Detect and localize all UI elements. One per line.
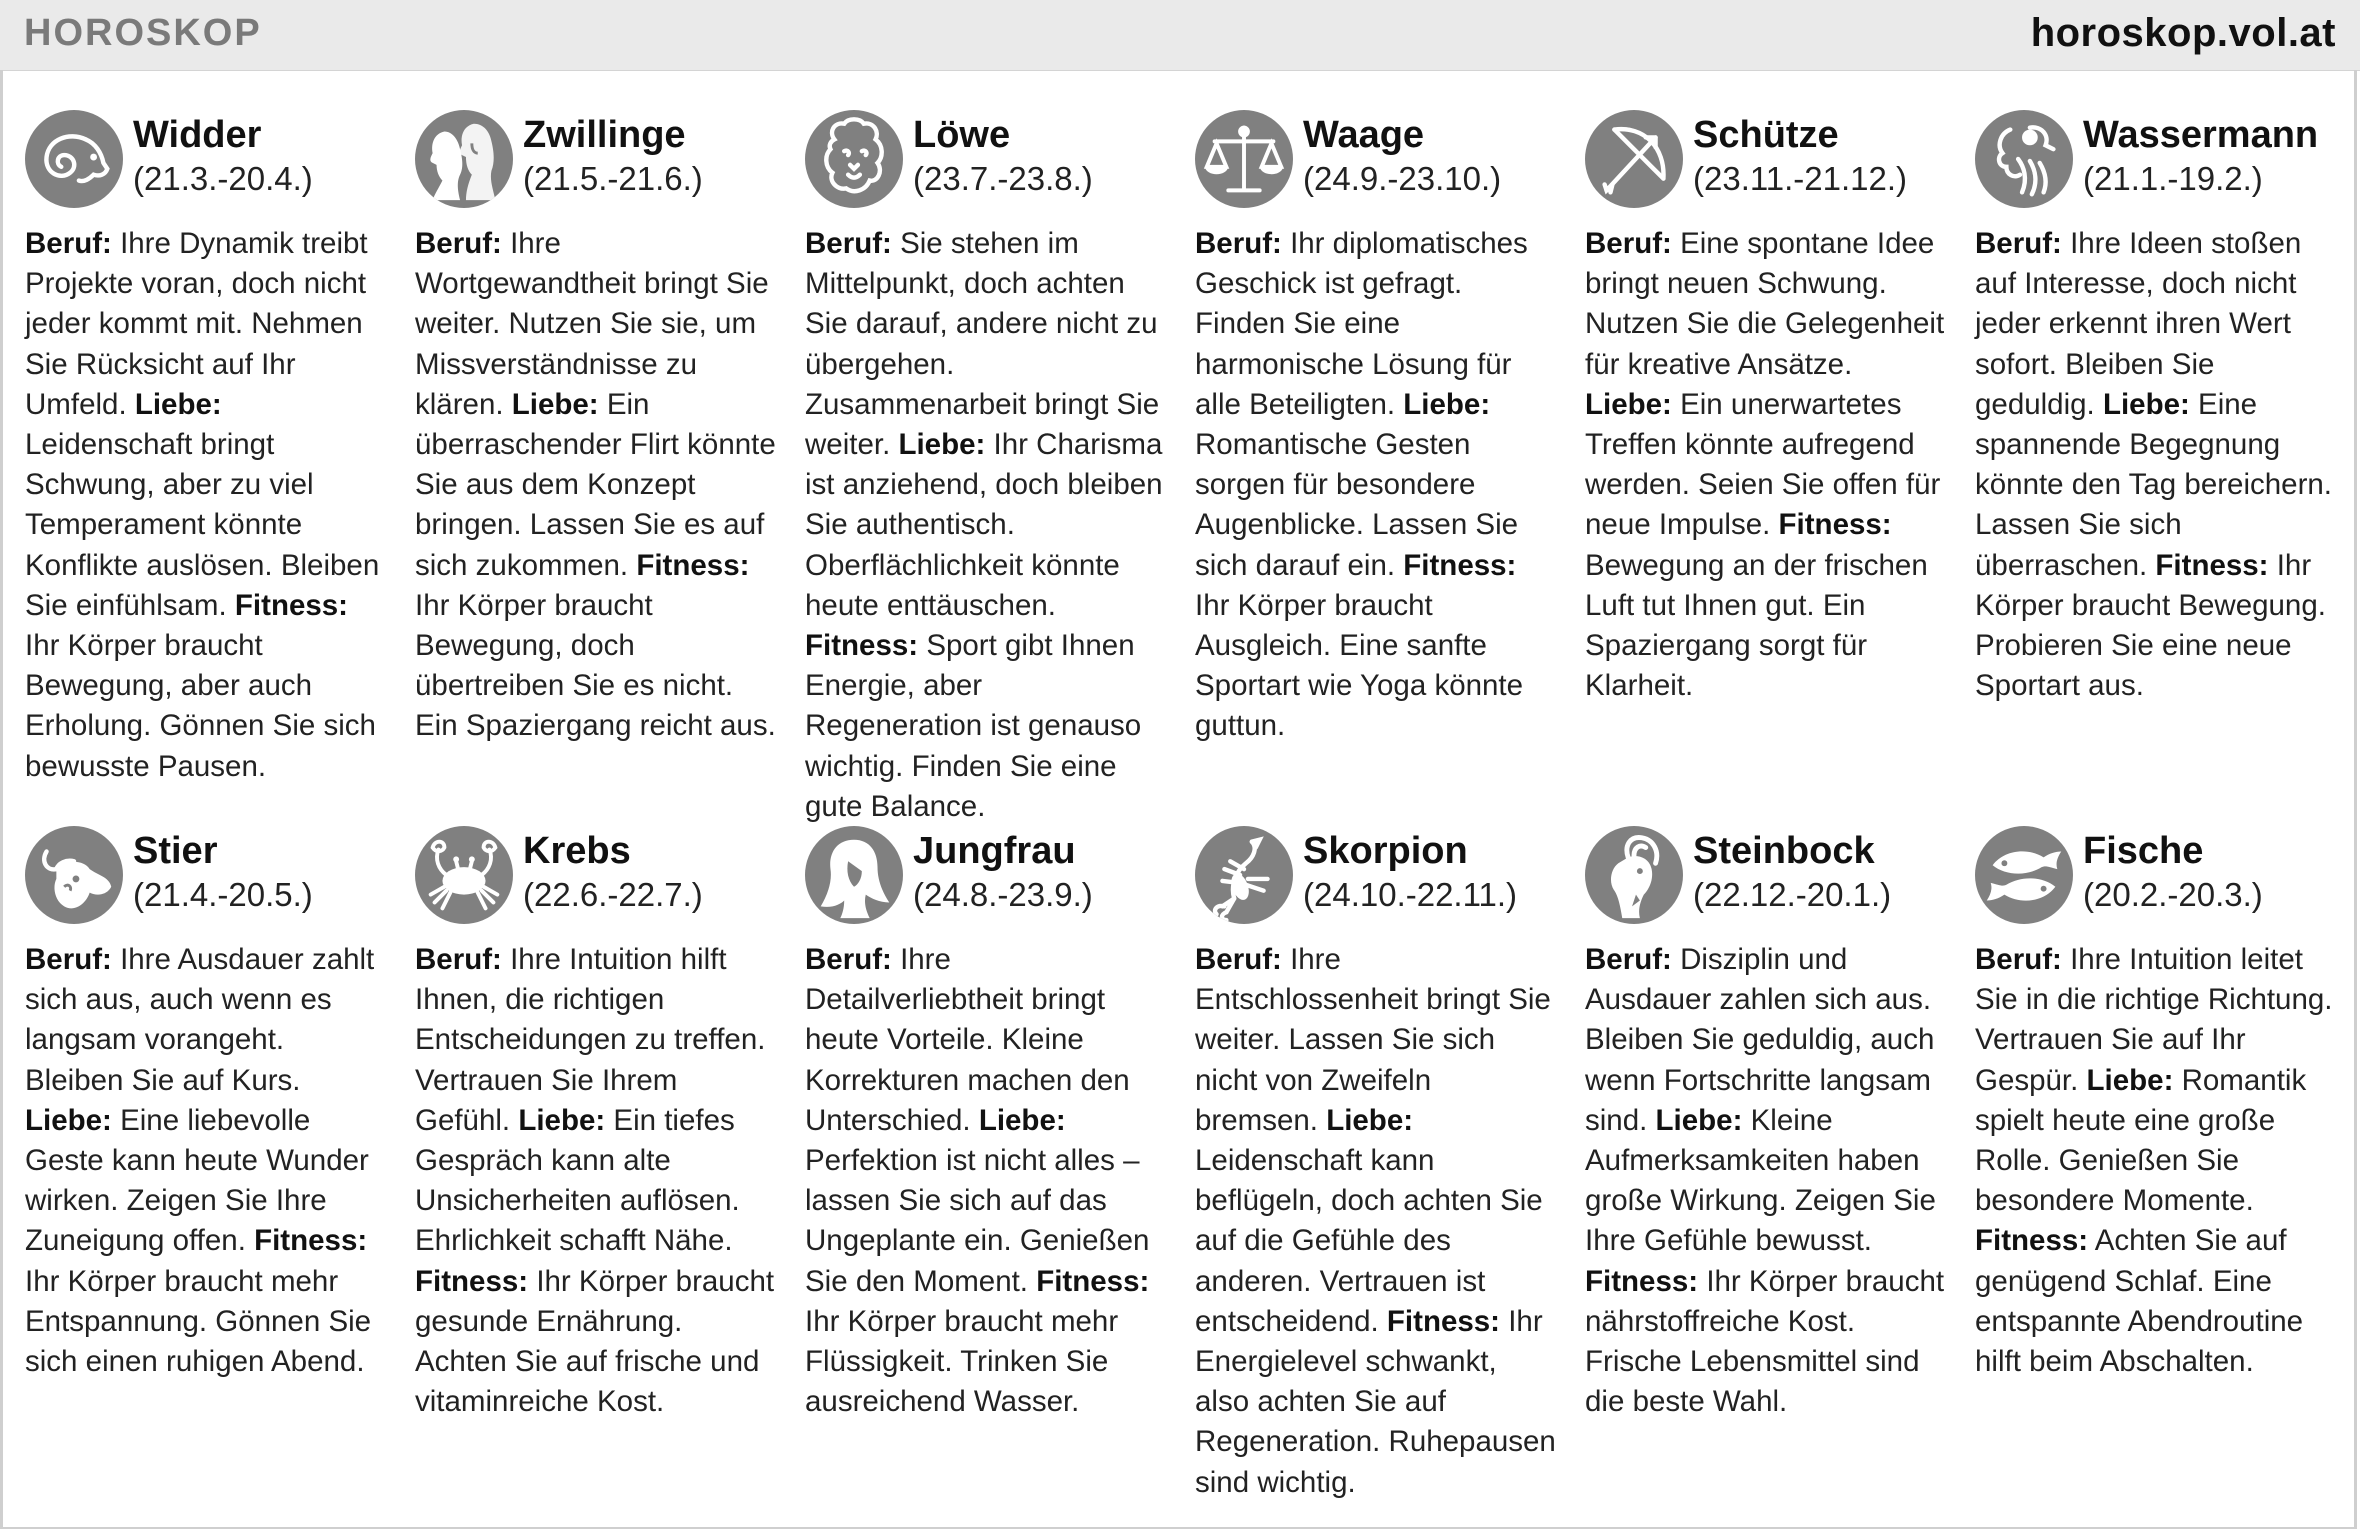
- sign-name: Steinbock: [1693, 830, 1875, 872]
- sign-name: Waage: [1303, 114, 1425, 156]
- sign-name: Skorpion: [1303, 830, 1468, 872]
- sign-dates: (23.11.-21.12.): [1693, 160, 1908, 197]
- page-title: HOROSKOP: [24, 12, 262, 54]
- sign-jungfrau: [805, 826, 1167, 1422]
- liebe-text: Romantische Gesten sorgen für besondere Augenblicke. Lassen Sie sich darauf ein.: [1195, 428, 1519, 582]
- fitness-text: Ihr Körper braucht Ausgleich. Eine sanfte Sportart wie Yoga könnte guttun.: [1195, 588, 1524, 743]
- sign-name: Jungfrau: [913, 830, 1076, 872]
- sign-forecast: [1975, 224, 2337, 706]
- sign-header: [1195, 110, 1557, 216]
- fitness-text: Ihr Körper braucht gesunde Ernährung. Achten Sie auf frische und vitaminreiche Kost.: [415, 1264, 775, 1419]
- fitness-text: Achten Sie auf genügend Schlaf. Eine entspannte Abendroutine hilft beim Abschalten.: [1975, 1224, 2304, 1379]
- sign-header: [1585, 826, 1947, 932]
- sign-name: Widder: [133, 114, 262, 156]
- sign-skorpion: [1195, 826, 1557, 1503]
- sign-name: Löwe: [913, 114, 1011, 156]
- liebe-label: Liebe:: [1585, 387, 1672, 421]
- sign-forecast: [415, 940, 777, 1422]
- beruf-text: Ihre Ideen stoßen auf Interesse, doch nicht jeder erkennt ihren Wert sofort. Bleiben Sie geduldig.: [1975, 227, 2302, 421]
- liebe-label: Liebe:: [1655, 1103, 1743, 1137]
- beruf-text: Ihre Intuition hilft Ihnen, die richtigen Entscheidungen zu treffen. Vertrauen Sie Ihrem Gefühl.: [415, 943, 766, 1137]
- sign-forecast: [1585, 940, 1947, 1422]
- sign-dates: (21.1.-19.2.): [2083, 160, 2263, 197]
- sign-header: [1195, 826, 1557, 932]
- sign-name: Stier: [133, 830, 218, 872]
- beruf-text: Ihr diplomatisches Geschick ist gefragt. Finden Sie eine harmonische Lösung für alle Beteiligten.: [1195, 227, 1528, 421]
- beruf-label: Beruf:: [415, 943, 502, 976]
- sign-name: Krebs: [523, 830, 631, 872]
- fish-icon: [1975, 826, 2073, 924]
- liebe-label: Liebe:: [2102, 387, 2190, 421]
- sign-name: Fische: [2083, 830, 2204, 872]
- beruf-label: Beruf:: [1585, 943, 1672, 976]
- sign-header: [1585, 110, 1947, 216]
- sign-header: [1975, 826, 2337, 932]
- fitness-label: Fitness:: [805, 629, 919, 663]
- crab-icon: [415, 826, 513, 924]
- fitness-text: Ihr Körper braucht Bewegung, doch übertreiben Sie es nicht. Ein Spaziergang reicht aus.: [415, 588, 776, 743]
- liebe-label: Liebe:: [2086, 1063, 2174, 1097]
- fitness-text: Ihr Energielevel schwankt, also achten Sie auf Regeneration. Ruhepausen sind wichtig.: [1195, 1304, 1556, 1499]
- beruf-label: Beruf:: [25, 943, 112, 976]
- beruf-text: Ihre Detailverliebtheit bringt heute Vorteile. Kleine Korrekturen machen den Unterschied.: [805, 943, 1130, 1137]
- sign-forecast: [1975, 940, 2337, 1382]
- fitness-label: Fitness:: [415, 1264, 529, 1298]
- beruf-label: Beruf:: [1585, 227, 1672, 260]
- beruf-label: Beruf:: [805, 227, 892, 260]
- sign-name: Wassermann: [2083, 114, 2319, 156]
- liebe-text: Ein unerwartetes Treffen könnte aufregend werden. Seien Sie offen für neue Impulse.: [1585, 387, 1941, 542]
- beruf-label: Beruf:: [805, 943, 892, 976]
- twins-icon: [415, 110, 513, 208]
- sign-header: [415, 826, 777, 932]
- liebe-label: Liebe:: [1403, 387, 1491, 421]
- sign-krebs: [415, 826, 777, 1422]
- sign-name: Schütze: [1693, 114, 1839, 156]
- beruf-label: Beruf:: [1975, 227, 2062, 260]
- fitness-text: Bewegung an der frischen Luft tut Ihnen gut. Ein Spaziergang sorgt für Klarheit.: [1585, 548, 1928, 703]
- horoscope-grid: [0, 70, 2357, 1529]
- beruf-label: Beruf:: [1195, 227, 1282, 260]
- beruf-label: Beruf:: [1195, 943, 1282, 976]
- archer-icon: [1585, 110, 1683, 208]
- ram-icon: [25, 110, 123, 208]
- liebe-text: Ihr Charisma ist anziehend, doch bleiben Sie authentisch. Oberflächlichkeit könnte heute enttäuschen.: [805, 428, 1163, 622]
- sign-forecast: [415, 224, 777, 747]
- beruf-text: Ihre Intuition leitet Sie in die richtige Richtung. Vertrauen Sie auf Ihr Gespür.: [1975, 943, 2333, 1097]
- fitness-text: Ihr Körper braucht mehr Entspannung. Gönnen Sie sich einen ruhigen Abend.: [25, 1264, 372, 1379]
- liebe-label: Liebe:: [511, 387, 599, 421]
- lion-icon: [805, 110, 903, 208]
- beruf-text: Ihre Entschlossenheit bringt Sie weiter. Lassen Sie sich nicht von Zweifeln bremsen.: [1195, 943, 1551, 1137]
- fitness-label: Fitness:: [1585, 1264, 1699, 1298]
- sign-header: [805, 110, 1167, 216]
- sign-dates: (24.9.-23.10.): [1303, 160, 1502, 197]
- liebe-label: Liebe:: [898, 428, 986, 462]
- site-link[interactable]: horoskop.vol.at: [2030, 11, 2336, 55]
- sign-forecast: [25, 940, 387, 1382]
- liebe-label: Liebe:: [518, 1103, 606, 1137]
- sign-header: [25, 110, 387, 216]
- sign-lwe: [805, 110, 1167, 827]
- fitness-text: Sport gibt Ihnen Energie, aber Regeneration ist genauso wichtig. Finden Sie eine gute Balance.: [805, 629, 1142, 823]
- sign-wassermann: [1975, 110, 2337, 706]
- sign-widder: [25, 110, 387, 787]
- fitness-label: Fitness:: [254, 1224, 368, 1258]
- liebe-text: Leidenschaft kann beflügeln, doch achten Sie auf die Gefühle des anderen. Vertrauen ist entscheidend.: [1195, 1144, 1543, 1338]
- fitness-text: Ihr Körper braucht Bewegung. Probieren Sie eine neue Sportart aus.: [1975, 548, 2326, 703]
- liebe-text: Romantik spielt heute eine große Rolle. Genießen Sie besondere Momente.: [1975, 1063, 2307, 1218]
- sign-dates: (22.12.-20.1.): [1693, 876, 1892, 913]
- liebe-text: Kleine Aufmerksamkeiten haben große Wirkung. Zeigen Sie Ihre Gefühle bewusst.: [1585, 1103, 1936, 1258]
- fitness-text: Ihr Körper braucht nährstoffreiche Kost. Frische Lebensmittel sind die beste Wahl.: [1585, 1264, 1945, 1419]
- water-bearer-icon: [1975, 110, 2073, 208]
- sign-header: [805, 826, 1167, 932]
- liebe-label: Liebe:: [25, 1103, 112, 1137]
- sign-stier: [25, 826, 387, 1382]
- fitness-label: Fitness:: [234, 588, 349, 622]
- header-bar: [0, 0, 2360, 71]
- fitness-label: Fitness:: [2155, 548, 2269, 582]
- liebe-text: Ein tiefes Gespräch kann alte Unsicherheiten auflösen. Ehrlichkeit schafft Nähe.: [415, 1103, 740, 1258]
- fitness-label: Fitness:: [1036, 1264, 1150, 1298]
- sign-dates: (23.7.-23.8.): [913, 160, 1093, 197]
- sign-forecast: [1195, 940, 1557, 1503]
- beruf-text: Disziplin und Ausdauer zahlen sich aus. Bleiben Sie geduldig, auch wenn Fortschritte langsam sind.: [1585, 943, 1935, 1137]
- sign-dates: (21.3.-20.4.): [133, 160, 313, 197]
- sign-steinbock: [1585, 826, 1947, 1422]
- sign-forecast: [1195, 224, 1557, 747]
- sign-forecast: [1585, 224, 1947, 706]
- sign-fische: [1975, 826, 2337, 1382]
- fitness-text: Ihr Körper braucht mehr Flüssigkeit. Trinken Sie ausreichend Wasser.: [805, 1304, 1119, 1419]
- scales-icon: [1195, 110, 1293, 208]
- fitness-text: Ihr Körper braucht Bewegung, aber auch Erholung. Gönnen Sie sich bewusste Pausen.: [25, 629, 376, 783]
- sign-name: Zwillinge: [523, 114, 686, 156]
- beruf-text: Ihre Dynamik treibt Projekte voran, doch nicht jeder kommt mit. Nehmen Sie Rücksicht auf Ihr Umfeld.: [25, 227, 368, 421]
- sign-dates: (21.5.-21.6.): [523, 160, 703, 197]
- fitness-label: Fitness:: [636, 548, 750, 582]
- sign-dates: (22.6.-22.7.): [523, 876, 703, 913]
- sign-dates: (21.4.-20.5.): [133, 876, 313, 913]
- liebe-label: Liebe:: [978, 1103, 1066, 1137]
- sign-header: [25, 826, 387, 932]
- fitness-label: Fitness:: [1778, 508, 1892, 542]
- liebe-text: Eine spannende Begegnung könnte den Tag bereichern. Lassen Sie sich überraschen.: [1975, 387, 2332, 582]
- maiden-icon: [805, 826, 903, 924]
- beruf-text: Ihre Wortgewandtheit bringt Sie weiter. Nutzen Sie sie, um Missverständnisse zu klären.: [415, 227, 769, 421]
- liebe-text: Leidenschaft bringt Schwung, aber zu viel Temperament könnte Konflikte auslösen. Bleiben Sie einfühlsam.: [25, 428, 380, 622]
- goat-icon: [1585, 826, 1683, 924]
- liebe-text: Perfektion ist nicht alles – lassen Sie sich auf das Ungeplante ein. Genießen Sie den Moment.: [805, 1144, 1150, 1298]
- liebe-text: Eine liebevolle Geste kann heute Wunder wirken. Zeigen Sie Ihre Zuneigung offen.: [25, 1103, 369, 1258]
- beruf-label: Beruf:: [25, 227, 112, 260]
- beruf-text: Sie stehen im Mittelpunkt, doch achten Sie darauf, andere nicht zu übergehen. Zusammenarbeit bringt Sie weiter.: [805, 227, 1160, 462]
- beruf-text: Ihre Ausdauer zahlt sich aus, auch wenn es langsam vorangeht. Bleiben Sie auf Kurs.: [25, 943, 375, 1097]
- fitness-label: Fitness:: [1403, 548, 1517, 582]
- beruf-label: Beruf:: [415, 227, 502, 260]
- sign-forecast: [805, 940, 1167, 1422]
- beruf-label: Beruf:: [1975, 943, 2062, 976]
- sign-zwillinge: [415, 110, 777, 747]
- sign-header: [415, 110, 777, 216]
- sign-dates: (20.2.-20.3.): [2083, 876, 2263, 913]
- liebe-text: Ein überraschender Flirt könnte Sie aus dem Konzept bringen. Lassen Sie es auf sich zukommen.: [415, 387, 776, 582]
- beruf-text: Eine spontane Idee bringt neuen Schwung. Nutzen Sie die Gelegenheit für kreative Ansätze.: [1585, 227, 1945, 381]
- bull-icon: [25, 826, 123, 924]
- fitness-label: Fitness:: [1975, 1224, 2089, 1258]
- sign-dates: (24.10.-22.11.): [1303, 876, 1518, 913]
- scorpion-icon: [1195, 826, 1293, 924]
- sign-schtze: [1585, 110, 1947, 706]
- sign-waage: [1195, 110, 1557, 747]
- liebe-label: Liebe:: [134, 387, 222, 421]
- sign-forecast: [25, 224, 387, 787]
- sign-forecast: [805, 224, 1167, 827]
- fitness-label: Fitness:: [1386, 1304, 1501, 1338]
- sign-header: [1975, 110, 2337, 216]
- liebe-label: Liebe:: [1326, 1103, 1414, 1137]
- sign-dates: (24.8.-23.9.): [913, 876, 1093, 913]
